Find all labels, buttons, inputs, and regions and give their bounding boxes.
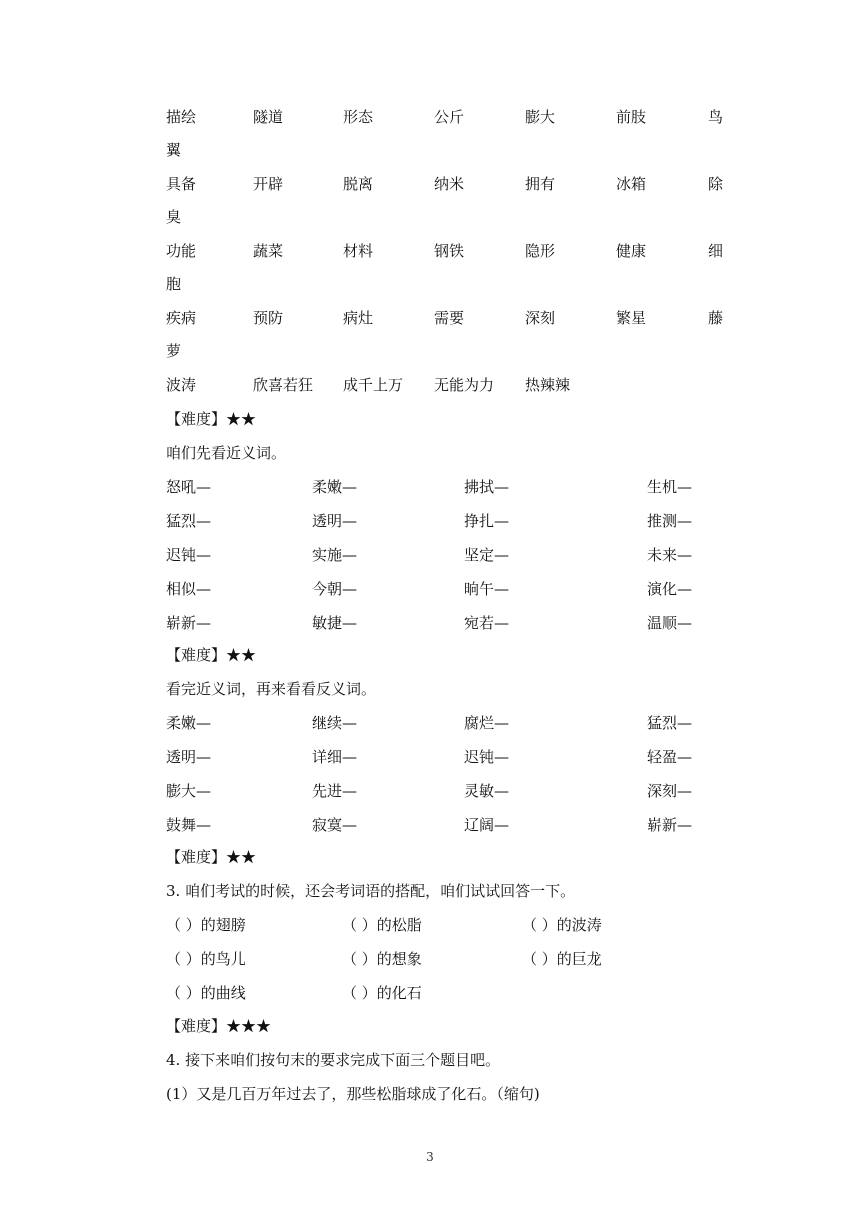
vocab-word: 欣喜若狂 — [253, 376, 314, 394]
synonym-item: 温顺— — [647, 614, 693, 632]
synonym-item: 透明— — [312, 512, 358, 530]
vocab-word: 无能为力 — [434, 376, 495, 394]
synonym-item: 实施— — [312, 546, 358, 564]
synonym-item: 敏捷— — [312, 614, 358, 632]
vocab-word-wrap: 萝 — [166, 342, 182, 360]
synonym-item: 挣扎— — [464, 512, 510, 530]
vocab-word: 疾病 — [166, 309, 197, 327]
antonym-item: 灵敏— — [464, 782, 510, 800]
difficulty-label: 【难度】★★ — [166, 410, 257, 428]
collocation-blank: （ ）的松脂 — [342, 916, 422, 934]
vocab-word: 细 — [708, 242, 724, 260]
synonym-item: 迟钝— — [166, 546, 212, 564]
collocation-blank: （ ）的化石 — [342, 984, 422, 1002]
vocab-word: 藤 — [708, 309, 724, 327]
antonym-item: 深刻— — [647, 782, 693, 800]
antonym-item: 先进— — [312, 782, 358, 800]
difficulty-label: 【难度】★★ — [166, 646, 257, 664]
antonym-item: 寂寞— — [312, 816, 358, 834]
vocab-word: 健康 — [616, 242, 647, 260]
antonym-item: 鼓舞— — [166, 816, 212, 834]
antonym-item: 透明— — [166, 748, 212, 766]
vocab-word: 成千上万 — [343, 376, 404, 394]
antonym-item: 继续— — [312, 714, 358, 732]
vocab-word: 鸟 — [708, 108, 724, 126]
antonym-item: 轻盈— — [647, 748, 693, 766]
antonym-item: 腐烂— — [464, 714, 510, 732]
collocation-blank: （ ）的想象 — [342, 950, 422, 968]
antonym-item: 迟钝— — [464, 748, 510, 766]
vocab-word: 冰箱 — [616, 175, 647, 193]
antonym-item: 猛烈— — [647, 714, 693, 732]
collocation-blank: （ ）的鸟儿 — [166, 950, 246, 968]
vocab-word-wrap: 翼 — [166, 141, 182, 159]
collocation-blank: （ ）的波涛 — [522, 916, 602, 934]
antonym-item: 柔嫩— — [166, 714, 212, 732]
question-4: 4. 接下来咱们按句末的要求完成下面三个题目吧。 — [166, 1051, 501, 1069]
vocab-word: 波涛 — [166, 376, 197, 394]
question-4-part-1: (1）又是几百万年过去了，那些松脂球成了化石。（缩句) — [166, 1085, 540, 1103]
synonym-item: 未来— — [647, 546, 693, 564]
synonym-item: 推测— — [647, 512, 693, 530]
vocab-word: 描绘 — [166, 108, 197, 126]
synonym-intro: 咱们先看近义词。 — [166, 444, 287, 462]
synonym-item: 生机— — [647, 478, 693, 496]
vocab-word: 病灶 — [343, 309, 374, 327]
vocab-word: 膨大 — [525, 108, 556, 126]
vocab-word: 除 — [708, 175, 724, 193]
vocab-word: 蔬菜 — [253, 242, 284, 260]
difficulty-label: 【难度】★★ — [166, 848, 257, 866]
question-3: 3. 咱们考试的时候，还会考词语的搭配，咱们试试回答一下。 — [166, 882, 576, 900]
vocab-word: 繁星 — [616, 309, 647, 327]
synonym-item: 坚定— — [464, 546, 510, 564]
collocation-blank: （ ）的翅膀 — [166, 916, 246, 934]
vocab-word: 功能 — [166, 242, 197, 260]
difficulty-label: 【难度】★★★ — [166, 1017, 272, 1035]
synonym-item: 猛烈— — [166, 512, 212, 530]
vocab-word: 深刻 — [525, 309, 556, 327]
vocab-word: 隧道 — [253, 108, 284, 126]
synonym-item: 崭新— — [166, 614, 212, 632]
vocab-word: 纳米 — [434, 175, 465, 193]
vocab-word: 具备 — [166, 175, 197, 193]
vocab-word: 钢铁 — [434, 242, 465, 260]
synonym-item: 柔嫩— — [312, 478, 358, 496]
vocab-word-wrap: 臭 — [166, 208, 182, 226]
synonym-item: 演化— — [647, 580, 693, 598]
synonym-item: 拂拭— — [464, 478, 510, 496]
vocab-word: 前肢 — [616, 108, 647, 126]
antonym-item: 辽阔— — [464, 816, 510, 834]
vocab-word: 脱离 — [343, 175, 374, 193]
antonym-intro: 看完近义词，再来看看反义词。 — [166, 680, 377, 698]
collocation-blank: （ ）的曲线 — [166, 984, 246, 1002]
vocab-word: 预防 — [253, 309, 284, 327]
vocab-word: 公斤 — [434, 108, 465, 126]
antonym-item: 膨大— — [166, 782, 212, 800]
synonym-item: 晌午— — [464, 580, 510, 598]
synonym-item: 怒吼— — [166, 478, 212, 496]
vocab-word: 拥有 — [525, 175, 556, 193]
synonym-item: 相似— — [166, 580, 212, 598]
vocab-word: 隐形 — [525, 242, 556, 260]
vocab-word: 热辣辣 — [525, 376, 571, 394]
vocab-word-wrap: 胞 — [166, 275, 182, 293]
antonym-item: 详细— — [312, 748, 358, 766]
vocab-word: 开辟 — [253, 175, 284, 193]
synonym-item: 今朝— — [312, 580, 358, 598]
collocation-blank: （ ）的巨龙 — [522, 950, 602, 968]
vocab-word: 材料 — [343, 242, 374, 260]
vocab-word: 形态 — [343, 108, 374, 126]
page-number: 3 — [426, 1150, 434, 1164]
vocab-word: 需要 — [434, 309, 465, 327]
synonym-item: 宛若— — [464, 614, 510, 632]
antonym-item: 崭新— — [647, 816, 693, 834]
